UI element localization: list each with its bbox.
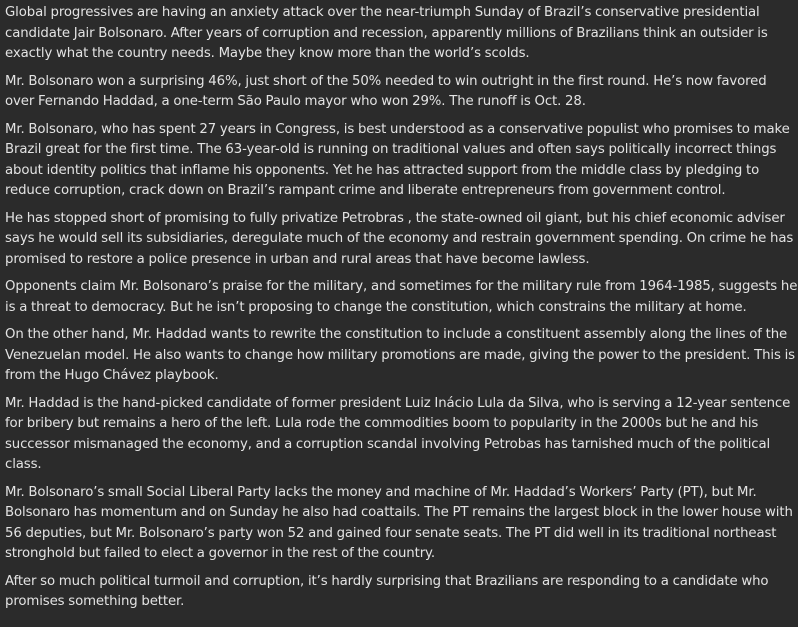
paragraph-2: Mr. Bolsonaro won a surprising 46%, just short of the 50% needed to win outright in the first round. He’s now favored over Fernando Haddad, a one-term São Paulo mayor who won 29%. The runoff is Oct. 28.: [5, 73, 767, 109]
paragraph-7: Mr. Haddad is the hand-picked candidate of former president Luiz Inácio Lula da Silva, who is serving a 12-year sentence for bribery but remains a hero of the left. Lula rode the commodities boom to popularity in the 2000s but he and his successor mismanaged the economy, and a corruption scandal involving Petrobas has tarnished much of the political class.: [5, 395, 791, 472]
paragraph-1: Global progressives are having an anxiety attack over the near-triumph Sunday of Brazil’s conservative presidential candidate Jair Bolsonaro. After years of corruption and recession, apparently millions of Brazilians think an outsider is exactly what the country needs. Maybe they know more than the world’s scolds.: [5, 5, 768, 61]
paragraph-3: Mr. Bolsonaro, who has spent 27 years in Congress, is best understood as a conservative populist who promises to make Brazil great for the first time. The 63-year-old is running on traditional values and often says politically incorrect things about identity politics that inflame his opponents. Yet he has attracted support from the middle class by pledging to reduce corruption, crack down on Brazil’s rampant crime and liberate entrepreneurs from government control.: [5, 121, 790, 198]
paragraph-8: Mr. Bolsonaro’s small Social Liberal Party lacks the money and machine of Mr. Haddad’s Workers’ Party (PT), but Mr. Bolsonaro has momentum and on Sunday he also had coattails. The PT remains the largest block in the lower house with 56 deputies, but Mr. Bolsonaro’s party won 52 and gained four senate seats. The PT did well in its traditional northeast stronghold but failed to elect a governor in the rest of the country.: [5, 484, 793, 561]
paragraph-5: Opponents claim Mr. Bolsonaro’s praise for the military, and sometimes for the military rule from 1964-1985, suggests he is a threat to democracy. But he isn’t proposing to change the constitution, which constrains the military at home.: [5, 279, 798, 315]
paragraph-6: On the other hand, Mr. Haddad wants to rewrite the constitution to include a constituent assembly along the lines of the Venezuelan model. He also wants to change how military promotions are made, giving the power to the president. This is from the Hugo Chávez playbook.: [5, 327, 795, 383]
paragraph-4: He has stopped short of promising to fully privatize Petrobras , the state-owned oil giant, but his chief economic adviser says he would sell its subsidiaries, deregulate much of the economy and restrain government spending. On crime he has promised to restore a police presence in urban and rural areas that have become lawless.: [5, 210, 794, 267]
paragraph-9: After so much political turmoil and corruption, it’s hardly surprising that Brazilians are responding to a candidate who promises something better.: [5, 573, 769, 609]
